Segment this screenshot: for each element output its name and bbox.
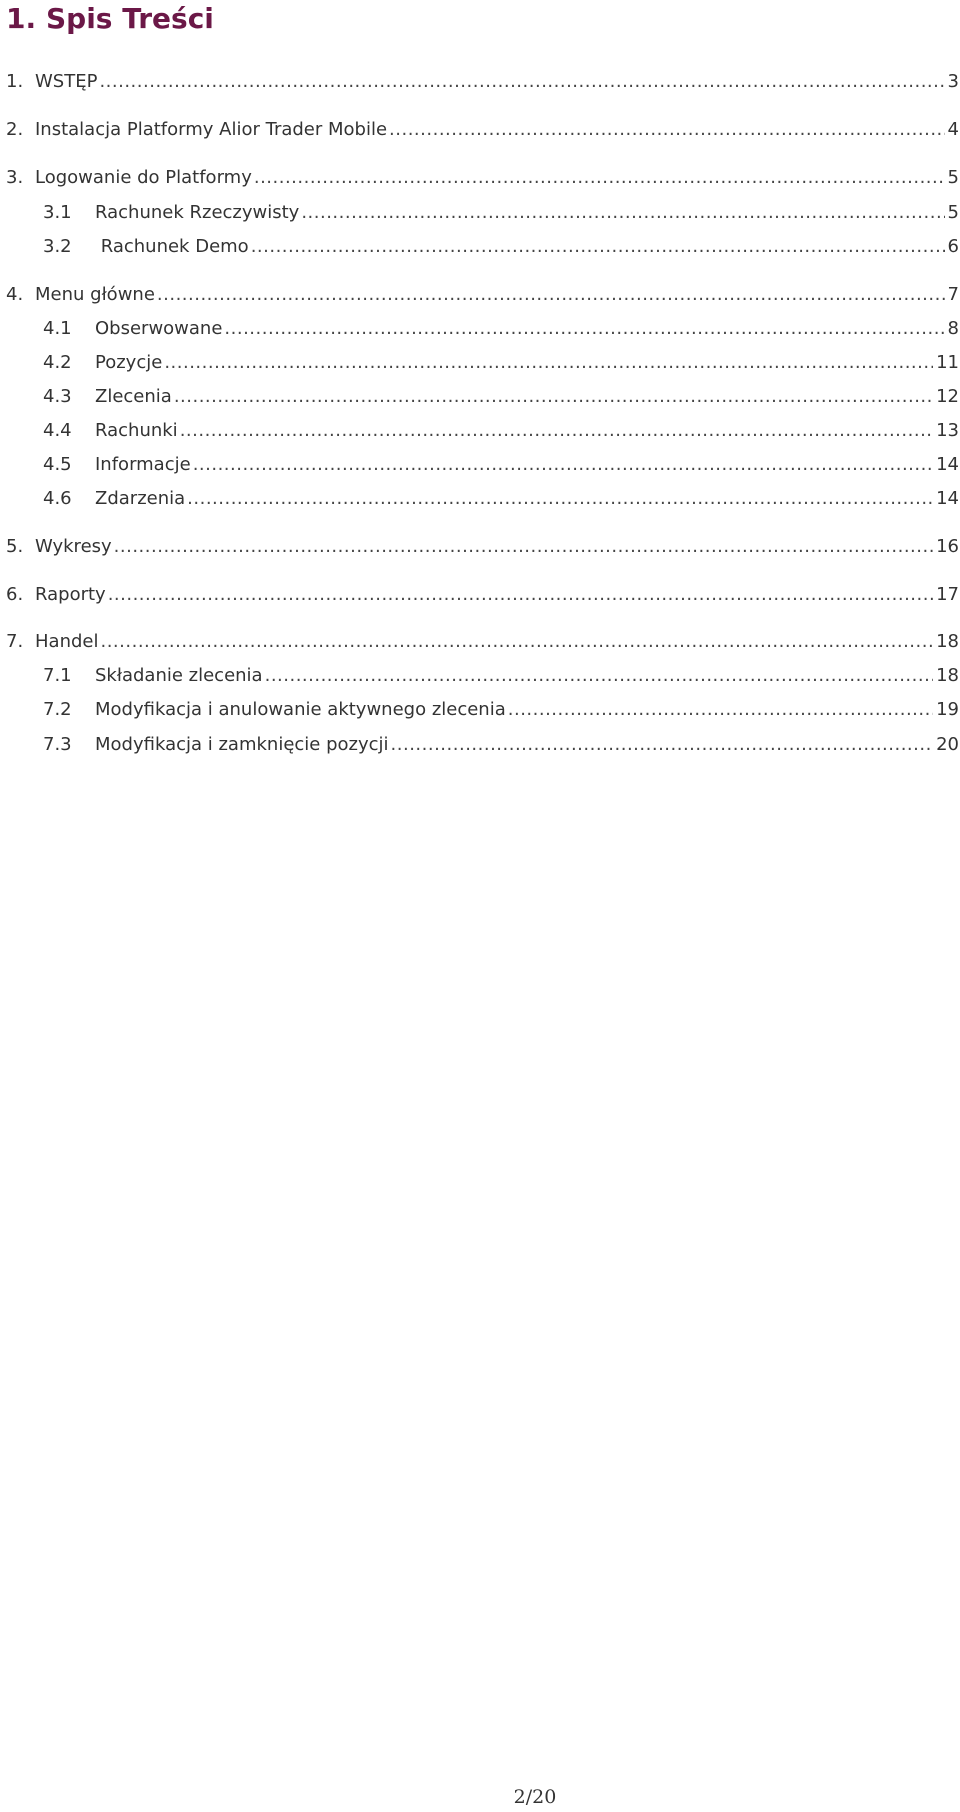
toc-entry-label: Instalacja Platformy Alior Trader Mobile	[35, 119, 388, 140]
toc-dot-leader	[164, 351, 933, 375]
toc-entry-number: 4.4	[43, 420, 72, 441]
toc-heading-number: 1.	[6, 2, 37, 35]
toc-dot-leader	[391, 733, 934, 757]
toc-entry-row	[6, 166, 959, 190]
toc-entry-label: Modyfikacja i anulowanie aktywnego zlecenia	[95, 699, 506, 720]
toc-dot-leader	[108, 583, 933, 607]
toc-entry-row	[43, 351, 959, 375]
toc-entry-number: 7.1	[43, 665, 72, 686]
toc-entry-number: 5.	[6, 536, 24, 557]
toc-entry-number: 7.2	[43, 699, 72, 720]
toc-entry-page: 5	[947, 167, 959, 188]
toc-entry[interactable]	[0, 487, 960, 511]
toc-entry-number: 7.3	[43, 734, 72, 755]
toc-entry-number: 4.6	[43, 488, 72, 509]
toc-entry-number: 3.1	[43, 202, 72, 223]
toc-entry-page: 8	[947, 318, 959, 339]
toc-entry-label: WSTĘP	[35, 71, 98, 92]
toc-entry[interactable]	[0, 733, 960, 757]
toc-dot-leader	[157, 283, 945, 307]
toc-entry-row	[43, 419, 959, 443]
toc-entry[interactable]	[0, 351, 960, 375]
toc-entry-label: Rachunek Demo	[95, 236, 249, 257]
toc-entry-row	[43, 317, 959, 341]
toc-entry-label: Obserwowane	[95, 318, 223, 339]
toc-entry-label: Informacje	[95, 454, 191, 475]
toc-entry[interactable]	[0, 317, 960, 341]
toc-entry[interactable]	[0, 664, 960, 688]
toc-entry-label: Modyfikacja i zamknięcie pozycji	[95, 734, 389, 755]
toc-entry-row	[6, 118, 959, 142]
toc-entry[interactable]	[0, 283, 960, 307]
toc-entry[interactable]	[0, 630, 960, 654]
toc-heading-text: Spis Treści	[46, 2, 214, 35]
toc-entry[interactable]	[0, 583, 960, 607]
toc-entry-page: 19	[936, 699, 959, 720]
toc-entry-row	[43, 385, 959, 409]
toc-dot-leader	[251, 235, 945, 259]
toc-entry-page: 16	[936, 536, 959, 557]
toc-entry-label: Składanie zlecenia	[95, 665, 263, 686]
toc-entry-row	[6, 630, 959, 654]
page-number: 2/20	[513, 1786, 557, 1808]
toc-entry-row	[6, 535, 959, 559]
toc-entry-label: Pozycje	[95, 352, 163, 373]
toc-dot-leader	[508, 698, 933, 722]
toc-entry[interactable]	[0, 419, 960, 443]
toc-entry-page: 7	[947, 284, 959, 305]
toc-entry-label: Handel	[35, 631, 99, 652]
toc-entry[interactable]	[0, 235, 960, 259]
toc-dot-leader	[301, 201, 944, 225]
toc-dot-leader	[187, 487, 933, 511]
toc-entry-row	[43, 487, 959, 511]
toc-entry-page: 6	[947, 236, 959, 257]
toc-entry[interactable]	[0, 385, 960, 409]
toc-entry-number: 4.5	[43, 454, 72, 475]
toc-entry-number: 1.	[6, 71, 24, 92]
toc-entry-page: 5	[947, 202, 959, 223]
toc-entry-row	[43, 201, 959, 225]
toc-entry-page: 20	[936, 734, 959, 755]
toc-dot-leader	[100, 630, 933, 654]
toc-entry-page: 18	[936, 631, 959, 652]
toc-entry-page: 18	[936, 665, 959, 686]
toc-heading	[6, 0, 214, 38]
toc-entry-row	[43, 235, 959, 259]
toc-entry-row	[6, 283, 959, 307]
toc-entry-label: Raporty	[35, 584, 106, 605]
toc-entry[interactable]	[0, 201, 960, 225]
toc-entry-label: Menu główne	[35, 284, 155, 305]
toc-entry-row	[43, 664, 959, 688]
toc-entry-number: 7.	[6, 631, 24, 652]
toc-entry-number: 4.1	[43, 318, 72, 339]
toc-entry[interactable]	[0, 118, 960, 142]
toc-entry[interactable]	[0, 698, 960, 722]
toc-entry-number: 3.2	[43, 236, 72, 257]
toc-entry-page: 11	[936, 352, 959, 373]
toc-dot-leader	[389, 118, 945, 142]
toc-entry-number: 3.	[6, 167, 24, 188]
toc-entry-row	[43, 453, 959, 477]
toc-entry-label: Wykresy	[35, 536, 112, 557]
toc-entry-number: 4.	[6, 284, 24, 305]
toc-entry-label: Rachunek Rzeczywisty	[95, 202, 300, 223]
toc-entry-row	[6, 70, 959, 94]
toc-entry-number: 4.2	[43, 352, 72, 373]
toc-entry-label: Rachunki	[95, 420, 178, 441]
toc-dot-leader	[180, 419, 933, 443]
toc-entry[interactable]	[0, 535, 960, 559]
toc-entry-page: 4	[947, 119, 959, 140]
toc-dot-leader	[99, 70, 944, 94]
toc-entry-page: 12	[936, 386, 959, 407]
toc-entry-label: Logowanie do Platformy	[35, 167, 252, 188]
toc-entry-number: 6.	[6, 584, 24, 605]
toc-entry-page: 14	[936, 454, 959, 475]
toc-entry-page: 17	[936, 584, 959, 605]
toc-dot-leader	[174, 385, 933, 409]
toc-entry-label: Zlecenia	[95, 386, 172, 407]
toc-entry-page: 13	[936, 420, 959, 441]
toc-entry-label: Zdarzenia	[95, 488, 186, 509]
toc-entry[interactable]	[0, 166, 960, 190]
toc-entry-number: 2.	[6, 119, 24, 140]
toc-entry[interactable]	[0, 453, 960, 477]
toc-dot-leader	[224, 317, 944, 341]
toc-entry-row	[43, 698, 959, 722]
toc-dot-leader	[265, 664, 934, 688]
toc-entry-page: 3	[947, 71, 959, 92]
toc-dot-leader	[114, 535, 933, 559]
toc-dot-leader	[193, 453, 933, 477]
toc-entry-page: 14	[936, 488, 959, 509]
toc-dot-leader	[254, 166, 945, 190]
toc-entry-row	[43, 733, 959, 757]
toc-entry-row	[6, 583, 959, 607]
toc-entry[interactable]	[0, 70, 960, 94]
toc-entry-number: 4.3	[43, 386, 72, 407]
